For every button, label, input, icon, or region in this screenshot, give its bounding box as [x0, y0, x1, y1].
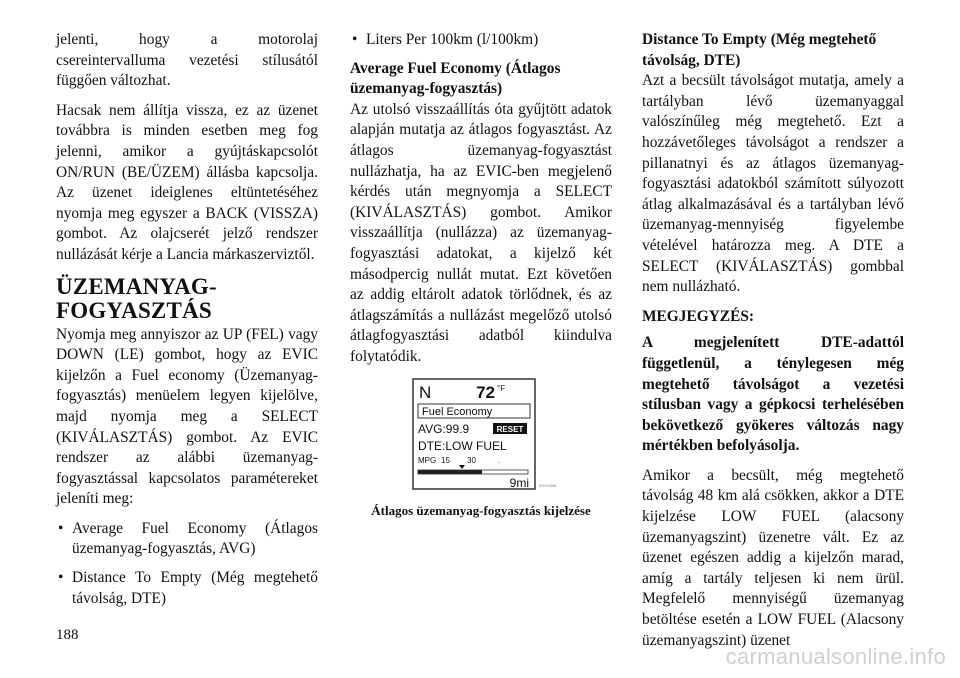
- temperature-unit: °F: [497, 383, 506, 393]
- mpg-tick-30: 30: [467, 455, 476, 465]
- section-heading-fuel-economy: ÜZEMANYAG-FOGYASZTÁS: [56, 273, 217, 323]
- column-left: [56, 30, 318, 617]
- distance-readout: 9mi: [509, 475, 529, 490]
- paragraph-oil-reset: Hacsak nem állítja vissza, ez az üzenet továbbra is minden esetben meg fog jelenni, amikor a gyújtáskapcsolót ON/RUN (BE/ÜZEM) állásba kapcsolja. Az üzenet ideiglenes eltüntetéséhez nyomja meg egyszer a BACK (VISSZA) gombot. Az olajcserét jelző rendszer nullázását kérje a Lancia márkaszerviztől.: [56, 101, 318, 263]
- mpg-tick-dot: .: [498, 455, 501, 465]
- note-body: A megjelenített DTE-adattól függetlenül, a ténylegesen még megtehető távolságot a vezetési stílusban vagy a gépkocsi terhelésében bekövetkező gyökeres változás nagy mértékben befolyásolja.: [642, 334, 904, 455]
- mpg-bar-fill: [418, 470, 482, 474]
- reset-label: RESET: [496, 424, 524, 434]
- bullet-average-fuel-economy: • Average Fuel Economy (Átlagos üzemanyag-fogyasztás, AVG): [56, 519, 318, 560]
- paragraph-oil-interval: jelenti, hogy a motorolaj csereintervalluma vezetési stílusától függően változhat.: [56, 31, 318, 90]
- mpg-label: MPG: [418, 455, 437, 465]
- compass-heading: N: [419, 382, 432, 402]
- avg-fuel-readout: AVG:99.9: [418, 421, 470, 436]
- bullet-distance-to-empty: • Distance To Empty (Még megtehető távolság, DTE): [56, 568, 318, 609]
- page-number: 188: [56, 627, 79, 643]
- paragraph-fuel-economy-intro: Nyomja meg annyiszor az UP (FEL) vagy DOWN (LE) gombot, hogy az EVIC kijelzőn a Fuel economy (Üzemanyag-fogyasztás) menüelem legyen kijelölve, majd nyomja meg a SELECT (KIVÁLASZTÁS) gombot. Az EVIC rendszer az alábbi üzemanyag-fogyasztással kapcsolatos paramétereket jeleníti meg:: [56, 325, 318, 508]
- subheading-average-fuel-economy: Average Fuel Economy (Átlagos üzemanyag-fogyasztás): [350, 59, 561, 98]
- paragraph-distance-to-empty: Azt a becsült távolságot mutatja, amely a tartályban lévő üzemanyaggal valószínűleg még megtehető. Ezt a hozzávetőleges távolságot a rendszer a pillanatnyi és az átlagos üzemanyag-fogyasztási adatokból számított súlyozott átlag alkalmazásával és a tartályban lévő üzemanyag-mennyiség figyelembe vételével határozza meg. A DTE a SELECT (KIVÁLASZTÁS) gombbal nem nullázható.: [642, 72, 904, 296]
- bullet-liters-per-100km: • Liters Per 100km (l/100km): [350, 30, 612, 51]
- column-right: [642, 30, 904, 660]
- evic-display-figure: [411, 377, 557, 495]
- paragraph-low-fuel: Amikor a becsült, még megtehető távolság 48 km alá csökken, akkor a DTE kijelzése LOW FUEL (alacsony üzemanyagszint) üzenetre vált. Ez az üzenet egészen addig a kijelzőn marad, amíg a tartály teljesen ki nem ürül. Megfelelő mennyiségű üzemanyag betöltése esetén a LOW FUEL (Alacsony üzemanyagszint) üzenet: [642, 466, 904, 649]
- subheading-distance-to-empty: Distance To Empty (Még megtehető távolság, DTE): [642, 31, 877, 69]
- note-title: MEGJEGYZÉS:: [642, 307, 755, 325]
- dte-readout: DTE:LOW FUEL: [418, 438, 507, 453]
- figure-caption: Átlagos üzemanyag-fogyasztás kijelzése: [371, 502, 591, 518]
- column-middle: [350, 30, 612, 521]
- figure-code: 8092b48ff6: [539, 483, 557, 488]
- mpg-tick-15: 15: [441, 455, 450, 465]
- outside-temperature: 72: [476, 382, 495, 402]
- paragraph-average-fuel-economy: Az utolsó visszaállítás óta gyűjtött adatok alapján mutatja az átlagos fogyasztást. Az átlagos üzemanyag-fogyasztást nullázhatja, ha az EVIC-ben megjelenő kérdés után megnyomja a SELECT (KIVÁLASZTÁS) gombot. Amikor visszaállítja (nullázza) az üzemanyag-fogyasztási adatokat, a kijelző két másodpercig nullát mutat. Ezt követően az addig eltárolt adatok törlődnek, és az átlagszámítás a nullázást megelőző utolsó átlagfogyasztási adatból kiindulva folytatódik.: [350, 100, 612, 365]
- watermark: carmanualsonline.info: [725, 644, 946, 669]
- evic-display-illustration: [411, 377, 557, 495]
- menu-title-fuel-economy: Fuel Economy: [422, 405, 493, 418]
